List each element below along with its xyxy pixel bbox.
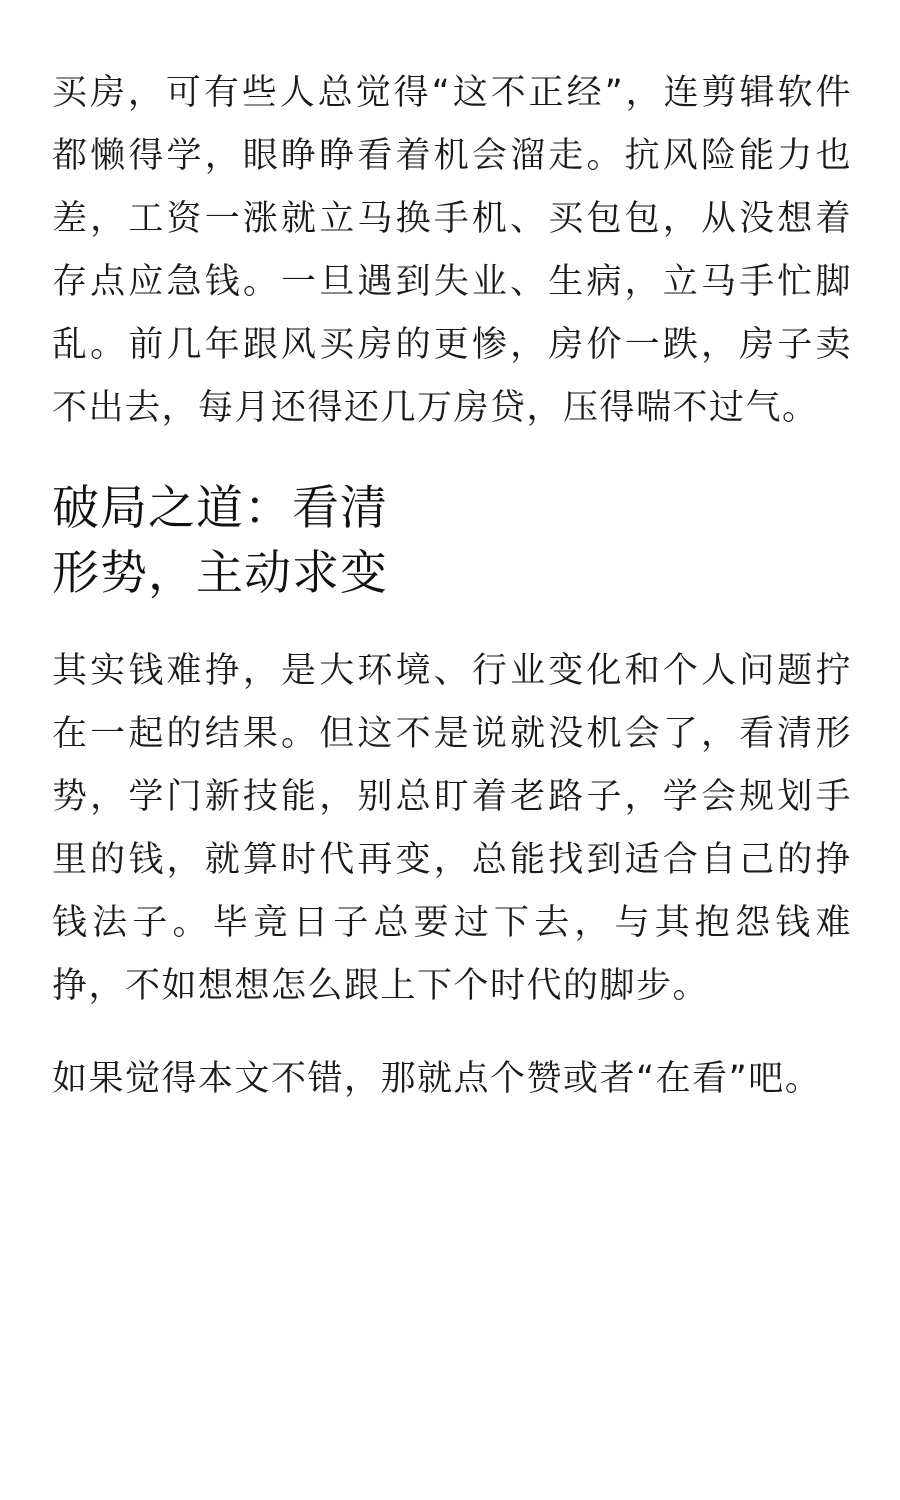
section-heading: 破局之道：看清形势，主动求变: [52, 481, 388, 601]
article-paragraph-1: 买房，可有些人总觉得“这不正经”，连剪辑软件都懒得学，眼睁睁看着机会溜走。抗风险能力也差，工资一涨就立马换手机、买包包，从没想着存点应急钱。一旦遇到失业、生病，立马手忙脚乱。前几年跟风买房的更惨，房价一跌，房子卖不出去，每月还得还几万房贷，压得喘不过气。: [52, 73, 852, 428]
closing-paragraph: 如果觉得本文不错，那就点个赞或者“在看”吧。: [52, 1059, 822, 1099]
article-paragraph-2: 其实钱难挣，是大环境、行业变化和个人问题拧在一起的结果。但这不是说就没机会了，看清形势，学门新技能，别总盯着老路子，学会规划手里的钱，就算时代再变，总能找到适合自己的挣钱法子。毕竟日子总要过下去，与其抱怨钱难挣，不如想想怎么跟上下个时代的脚步。: [52, 651, 852, 1006]
article-body: [52, 62, 852, 1111]
